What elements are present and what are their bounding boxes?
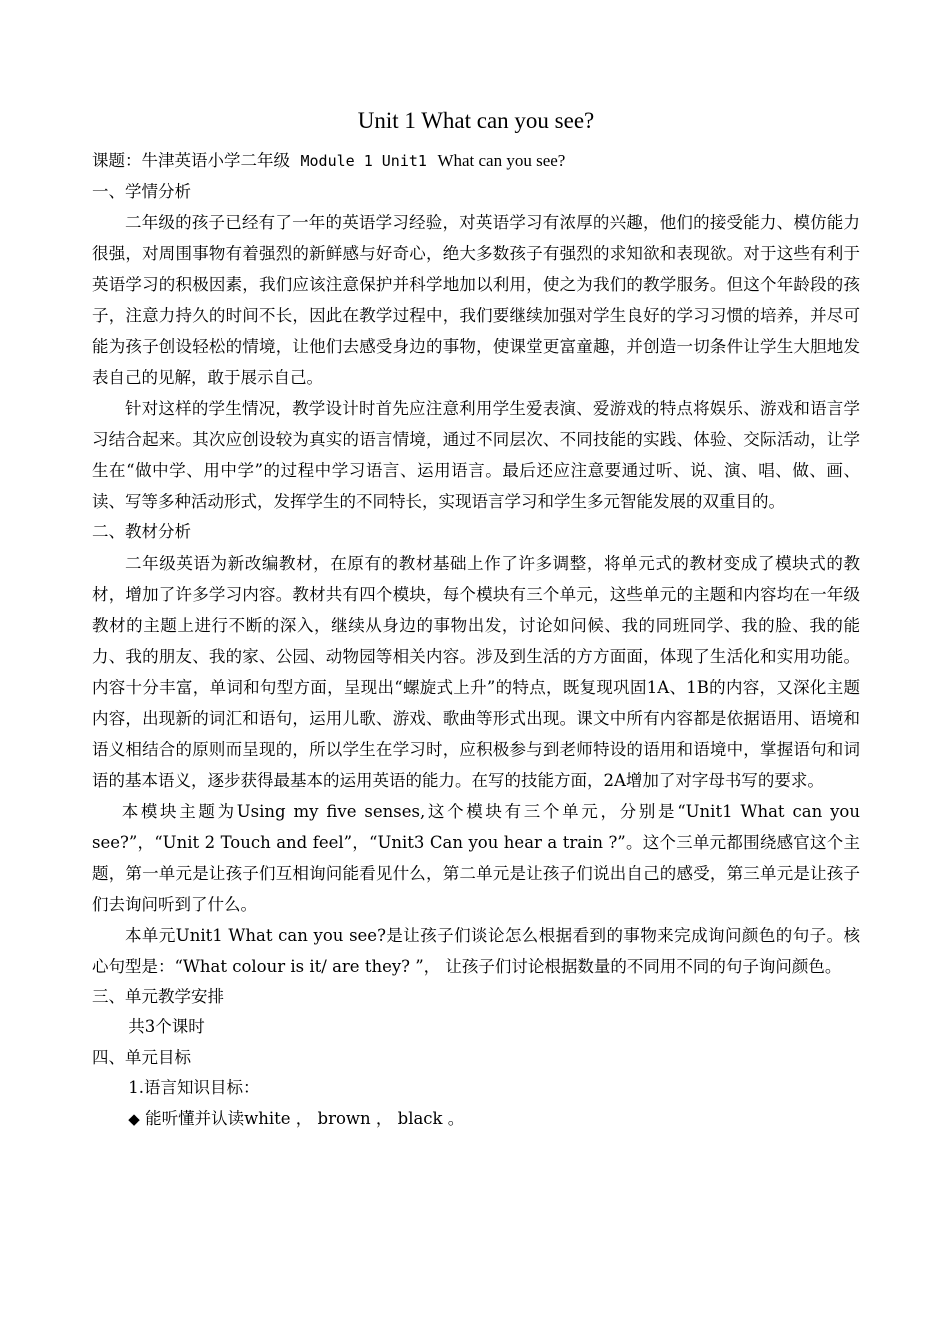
- bullet-text: 能听懂并认读white ， brown ， black 。: [145, 1108, 465, 1128]
- lesson-count: 共3个课时: [128, 1017, 205, 1036]
- section2-paragraph-1: 二年级英语为新改编教材，在原有的教材基础上作了许多调整，将单元式的教材变成了模块式的教材，增加了许多学习内容。教材共有四个模块，每个模块有三个单元，这些单元的主题和内容均在一年级教材的主题上进行不断的深入，继续从身边的事物出发，讨论如问候、我的同班同学、我的脸、我的能力、我的朋友、我的家、公园、动物园等相关内容。涉及到生活的方方面面，体现了生活化和实用功能。内容十分丰富，单词和句型方面，呈现出“螺旋式上升”的特点，既复现巩固1A、1B的内容，又深化主题内容，出现新的词汇和语句，运用儿歌、游戏、歌曲等形式出现。课文中所有内容都是依据语用、语境和语义相结合的原则而呈现的，所以学生在学习时，应积极参与到老师特设的语用和语境中，掌握语句和词语的基本语义，逐步获得最基本的运用英语的能力。在写的技能方面，2A增加了对字母书写的要求。: [92, 553, 860, 790]
- section-heading-2: 二、教材分析: [92, 522, 191, 541]
- section2-paragraph-2: 本模块主题为Using my five senses,这个模块有三个单元，分别是“Unit1 What can you see?”，“Unit 2 Touch and feel”，“Unit3 Can you hear a train ?”。这个三单元都围绕感官这个主题，第一单元是让孩子们互相询问能看见什么，第二单元是让孩子们说出自己的感受，第三单元是让孩子们去询问听到了什么。: [92, 801, 860, 914]
- course-unit-title: What can you see?: [437, 151, 566, 170]
- objective-subheading: 1.语言知识目标：: [128, 1078, 260, 1097]
- document-page: [92, 108, 860, 1134]
- section-heading-1: 一、学情分析: [92, 181, 191, 201]
- document-title: Unit 1 What can you see?: [357, 108, 595, 133]
- diamond-bullet-icon: ◆: [128, 1109, 140, 1128]
- course-line: [92, 146, 860, 177]
- course-module: Module 1 Unit1: [300, 152, 427, 170]
- section1-paragraph-2: 针对这样的学生情况，教学设计时首先应注意利用学生爱表演、爱游戏的特点将娱乐、游戏和语言学习结合起来。其次应创设较为真实的语言情境，通过不同层次、不同技能的实践、体验、交际活动，让学生在“做中学、用中学”的过程中学习语言、运用语言。最后还应注意要通过听、说、演、唱、做、画、读、写等多种活动形式，发挥学生的不同特长，实现语言学习和学生多元智能发展的双重目的。: [92, 399, 860, 511]
- section2-paragraph-3: 本单元Unit1 What can you see?是让孩子们谈论怎么根据看到的事物来完成询问颜色的句子。核心句型是：“What colour is it/ are they? ”， 让孩子们讨论根据数量的不同用不同的句子询问颜色。: [92, 925, 860, 976]
- section-heading-4: 四、单元目标: [92, 1047, 191, 1067]
- course-label: 课题：牛津英语小学二年级: [92, 151, 290, 170]
- section-heading-3: 三、单元教学安排: [92, 986, 224, 1006]
- section1-paragraph-1: 二年级的孩子已经有了一年的英语学习经验，对英语学习有浓厚的兴趣，他们的接受能力、模仿能力很强，对周围事物有着强烈的新鲜感与好奇心，绝大多数孩子有强烈的求知欲和表现欲。对于这些有利于英语学习的积极因素，我们应该注意保护并科学地加以利用，使之为我们的教学服务。但这个年龄段的孩子，注意力持久的时间不长，因此在教学过程中，我们要继续加强对学生良好的学习习惯的培养，并尽可能为孩子创设轻松的情境，让他们去感受身边的事物，使课堂更富童趣，并创造一切条件让学生大胆地发表自己的见解，敢于展示自己。: [92, 213, 860, 387]
- objective-bullet-item: [92, 1104, 860, 1135]
